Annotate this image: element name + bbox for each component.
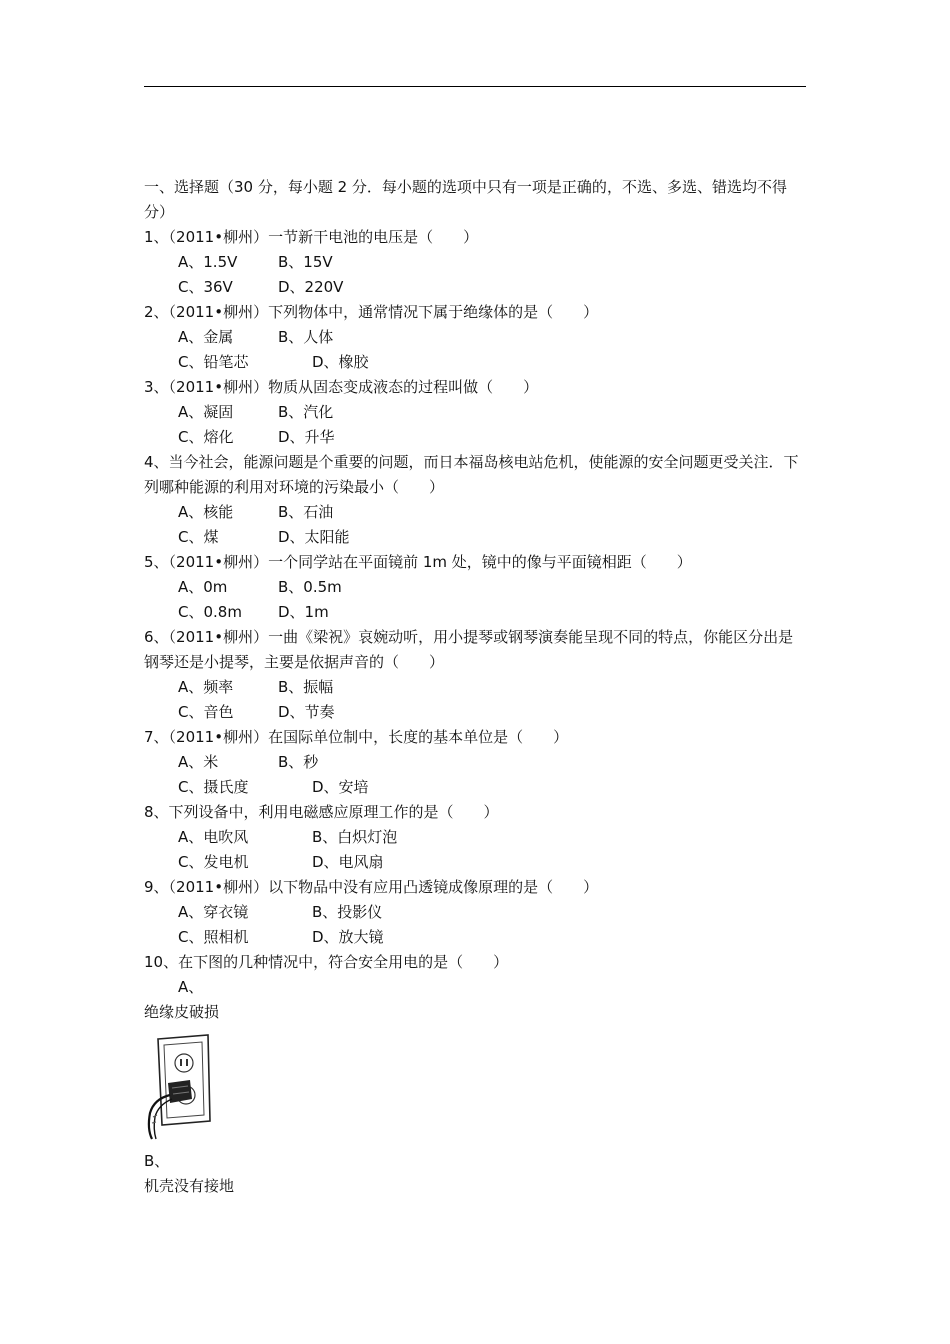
option-c: C、煤 <box>178 528 219 546</box>
option-a: A、频率 <box>178 678 234 696</box>
option-b: B、0.5m <box>278 578 342 596</box>
question-stem: 7、（2011•柳州）在国际单位制中，长度的基本单位是（ ） <box>144 728 569 746</box>
option-row <box>144 275 806 300</box>
option-row <box>144 250 806 275</box>
document-body <box>144 175 806 1199</box>
option-label: B、 <box>144 1152 170 1170</box>
question-stem: 5、（2011•柳州）一个同学站在平面镜前 1m 处，镜中的像与平面镜相距（ ） <box>144 553 692 571</box>
option-b: B、人体 <box>278 328 334 346</box>
question-stem: 9、（2011•柳州）以下物品中没有应用凸透镜成像原理的是（ ） <box>144 878 599 896</box>
question-stem: 1、（2011•柳州）一节新干电池的电压是（ ） <box>144 228 479 246</box>
option-row <box>144 775 806 800</box>
option-d: D、安培 <box>312 778 369 796</box>
option-c: C、36V <box>178 278 233 296</box>
option-row <box>144 425 806 450</box>
option-row <box>144 825 806 850</box>
option-row <box>144 325 806 350</box>
option-a: A、穿衣镜 <box>178 903 249 921</box>
option-d: D、电风扇 <box>312 853 384 871</box>
option-row <box>144 700 806 725</box>
option-d: D、节奏 <box>278 703 335 721</box>
option-caption: 绝缘皮破损 <box>144 1003 220 1021</box>
option-c: C、音色 <box>178 703 234 721</box>
section-heading: 一、选择题（30 分，每小题 2 分．每小题的选项中只有一项是正确的，不选、多选、错选均不得分） <box>144 178 787 221</box>
option-row <box>144 850 806 875</box>
option-b: B、汽化 <box>278 403 334 421</box>
option-row <box>144 400 806 425</box>
option-d: D、升华 <box>278 428 335 446</box>
option-b: B、振幅 <box>278 678 334 696</box>
option-c: C、熔化 <box>178 428 234 446</box>
option-a: A、电吹风 <box>178 828 249 846</box>
option-row <box>144 350 806 375</box>
option-row <box>144 500 806 525</box>
option-a: A、1.5V <box>178 253 238 271</box>
option-a: A、米 <box>178 753 219 771</box>
option-c: C、0.8m <box>178 603 242 621</box>
option-b: B、白炽灯泡 <box>312 828 398 846</box>
question-stem: 4、当今社会，能源问题是个重要的问题，而日本福岛核电站危机，使能源的安全问题更受关注．下列哪种能源的利用对环境的污染最小（ ） <box>144 453 799 496</box>
option-row <box>144 900 806 925</box>
option-d: D、220V <box>278 278 344 296</box>
option-a: A、核能 <box>178 503 234 521</box>
option-c: C、照相机 <box>178 928 249 946</box>
option-c: C、摄氏度 <box>178 778 249 796</box>
option-row <box>144 925 806 950</box>
option-d: D、放大镜 <box>312 928 384 946</box>
option-d: D、橡胶 <box>312 353 369 371</box>
question-stem: 6、（2011•柳州）一曲《梁祝》哀婉动听，用小提琴或钢琴演奏能呈现不同的特点，你能区分出是钢琴还是小提琴，主要是依据声音的（ ） <box>144 628 794 671</box>
option-c: C、铅笔芯 <box>178 353 249 371</box>
option-label: A、 <box>178 978 204 996</box>
question-stem: 3、（2011•柳州）物质从固态变成液态的过程叫做（ ） <box>144 378 539 396</box>
question-stem: 8、下列设备中，利用电磁感应原理工作的是（ ） <box>144 803 499 821</box>
option-b: B、投影仪 <box>312 903 383 921</box>
option-b: B、石油 <box>278 503 334 521</box>
option-a: A、金属 <box>178 328 234 346</box>
option-row <box>144 675 806 700</box>
option-c: C、发电机 <box>178 853 249 871</box>
question-stem: 10、在下图的几种情况中，符合安全用电的是（ ） <box>144 953 509 971</box>
option-row <box>144 575 806 600</box>
header-rule <box>144 86 806 87</box>
option-a: A、0m <box>178 578 228 596</box>
option-d: D、太阳能 <box>278 528 350 546</box>
option-a: A、凝固 <box>178 403 234 421</box>
socket-plug-icon <box>144 1033 214 1141</box>
option-b: B、秒 <box>278 753 319 771</box>
option-row <box>144 525 806 550</box>
option-row <box>144 600 806 625</box>
option-row <box>144 750 806 775</box>
question-stem: 2、（2011•柳州）下列物体中，通常情况下属于绝缘体的是（ ） <box>144 303 599 321</box>
option-d: D、1m <box>278 603 329 621</box>
option-caption: 机壳没有接地 <box>144 1177 235 1195</box>
option-b: B、15V <box>278 253 333 271</box>
question-list <box>144 225 806 950</box>
